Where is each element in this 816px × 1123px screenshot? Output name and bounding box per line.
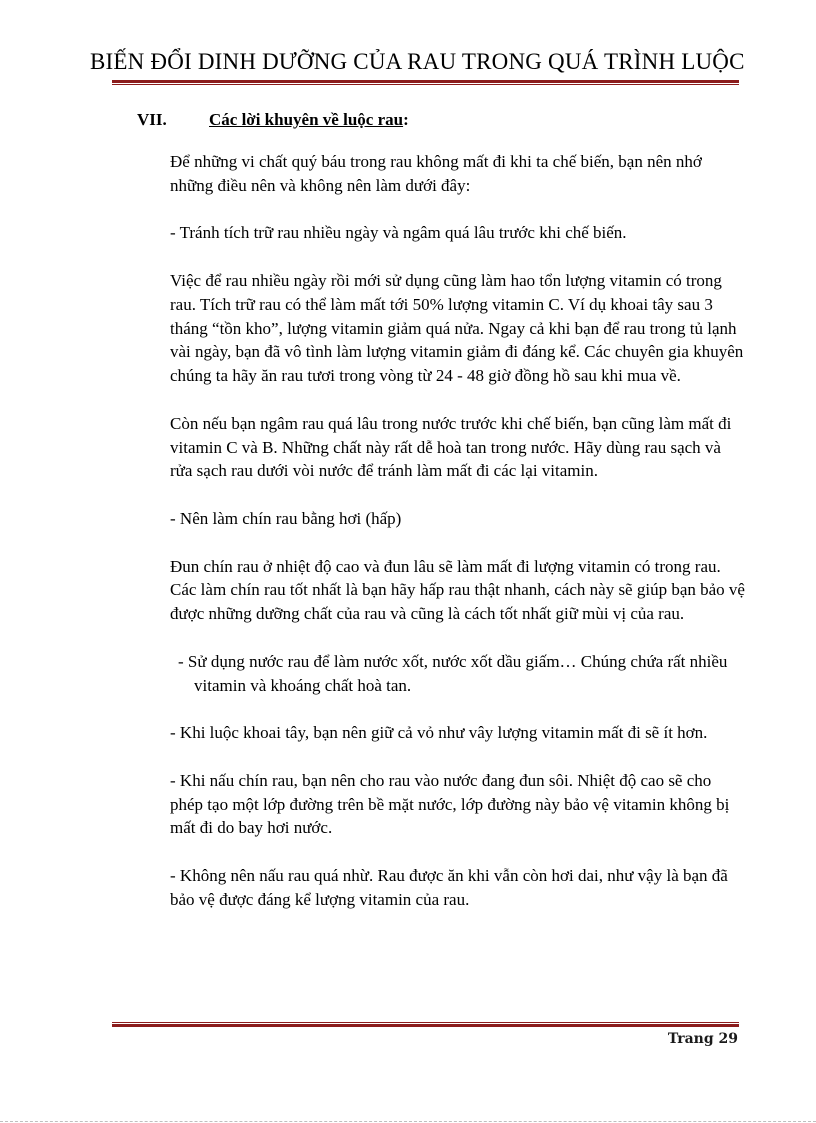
footer-divider (112, 1022, 739, 1027)
header-divider (112, 80, 739, 85)
paragraph-tip-steam: - Nên làm chín rau bằng hơi (hấp) (170, 508, 402, 528)
section-heading (137, 109, 409, 131)
page-header-title: BIẾN ĐỔI DINH DƯỠNG CỦA RAU TRONG QUÁ TRÌNH LUỘC (90, 49, 745, 74)
paragraph-storage-detail: Việc để rau nhiều ngày rồi mới sử dụng cũng làm hao tổn lượng vitamin có trong rau. Tích trữ rau có thể làm mất tới 50% lượng vitamin C. Ví dụ khoai tây sau 3 tháng “tồn kho”, lượng vitamin giảm quá nửa. Ngay cả khi bạn để rau trong tủ lạnh vài ngày, bạn đã vô tình làm lượng vitamin giảm đi đáng kể. Các chuyên gia khuyên chúng ta hãy ăn rau tươi trong vòng từ 24 - 48 giờ đồng hồ sau khi mua về. (170, 270, 744, 386)
paragraph-tip-overcook: - Không nên nấu rau quá nhừ. Rau được ăn khi vẫn còn hơi dai, như vậy là bạn đã bảo vệ được đáng kể lượng vitamin của rau. (170, 865, 728, 909)
section-number: VII. (137, 110, 167, 129)
paragraph-steam-detail: Đun chín rau ở nhiệt độ cao và đun lâu sẽ làm mất đi lượng vitamin có trong rau. Các làm chín rau tốt nhất là bạn hãy hấp rau thật nhanh, cách này sẽ giúp bạn bảo vệ được những dưỡng chất của rau và cũng là cách tốt nhất giữ mùi vị của rau. (170, 556, 745, 624)
paragraph-tip-sauce: - Sử dụng nước rau để làm nước xốt, nước xốt dầu giấm… Chúng chứa rất nhiều vitamin và khoáng chất hoà tan. (178, 651, 728, 695)
paragraph-soaking-detail: Còn nếu bạn ngâm rau quá lâu trong nước trước khi chế biến, bạn cũng làm mất đi vitamin C và B. Những chất này rất dễ hoà tan trong nước. Hãy dùng rau sạch và rửa sạch rau dưới vòi nước để tránh làm mất đi các lại vitamin. (170, 413, 732, 481)
paragraph-tip-storage: - Tránh tích trữ rau nhiều ngày và ngâm quá lâu trước khi chế biến. (170, 223, 627, 243)
section-colon: : (403, 110, 409, 129)
paragraph-intro: Để những vi chất quý báu trong rau không mất đi khi ta chế biến, bạn nên nhớ những điều nên và không nên làm dưới đây: (170, 152, 702, 195)
paragraph-tip-boiling: - Khi nấu chín rau, bạn nên cho rau vào nước đang đun sôi. Nhiệt độ cao sẽ cho phép tạo một lớp đường trên bề mặt nước, lớp đường này bảo vệ vitamin không bị mất đi do bay hơi nước. (170, 770, 730, 838)
paragraph-tip-potato: - Khi luộc khoai tây, bạn nên giữ cả vỏ như vây lượng vitamin mất đi sẽ ít hơn. (170, 723, 708, 743)
page-number: Trang 29 (667, 1031, 738, 1047)
section-title: Các lời khuyên về luộc rau (209, 110, 404, 129)
document-body (170, 150, 745, 935)
